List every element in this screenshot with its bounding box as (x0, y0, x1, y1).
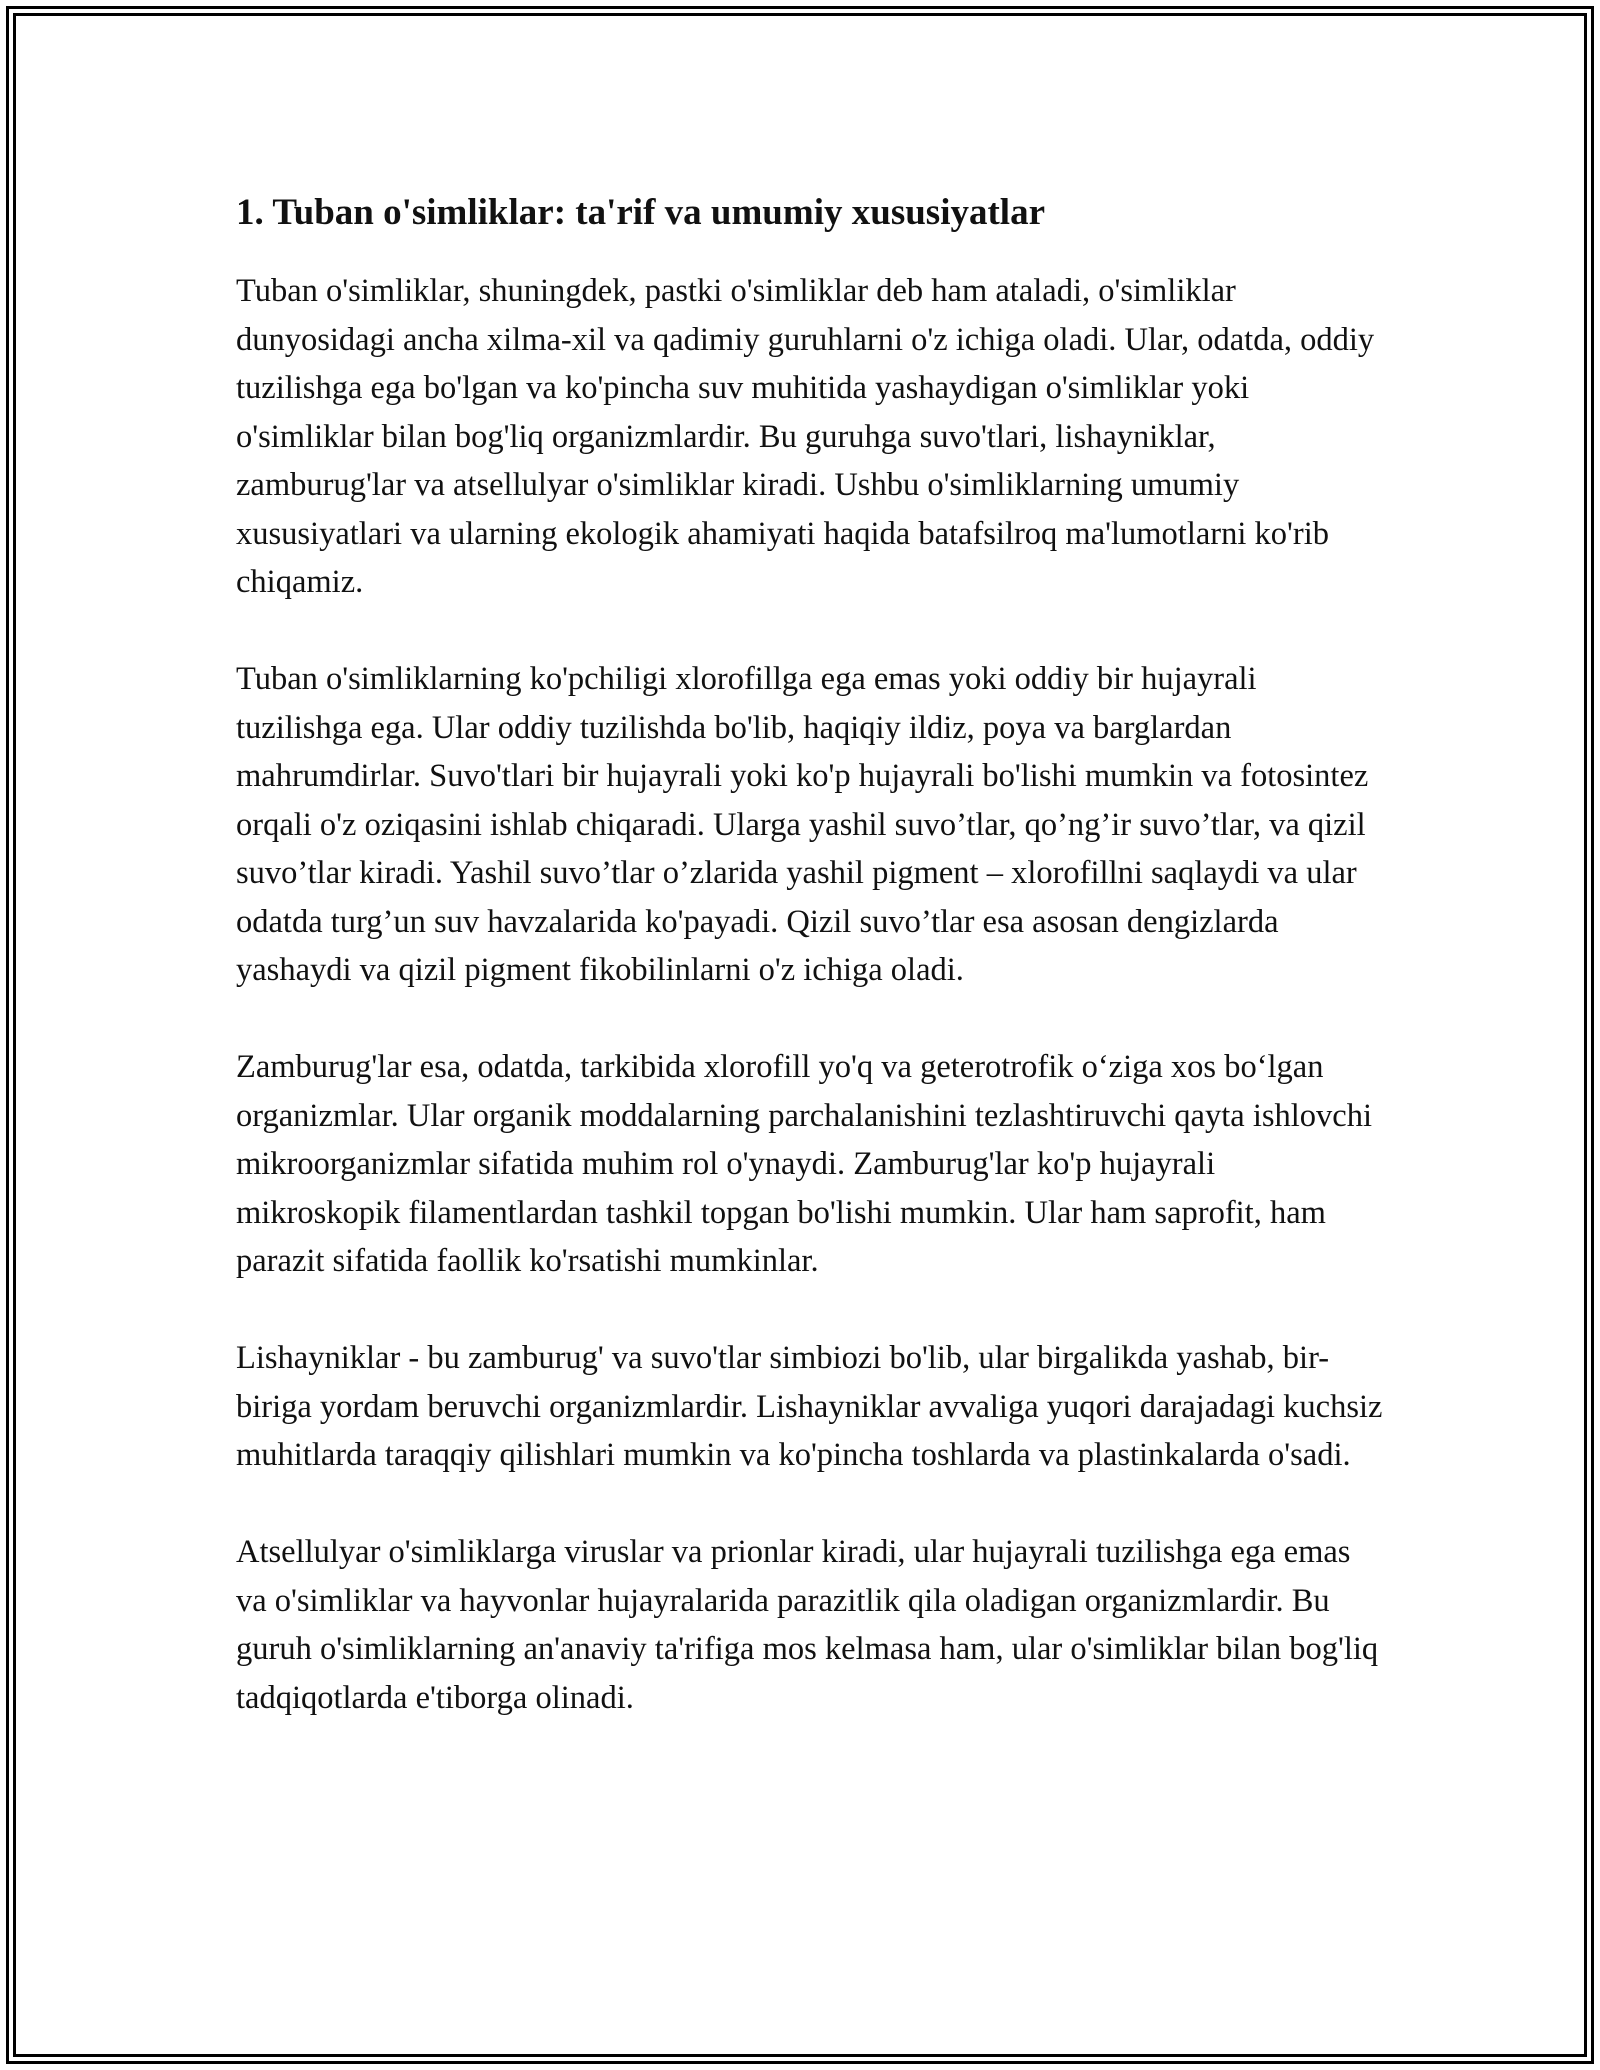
section-heading: 1. Tuban o'simliklar: ta'rif va umumiy xususiyatlar (236, 192, 1045, 233)
document-body (236, 185, 1386, 1722)
paragraph-fungi: Zamburug'lar esa, odatda, tarkibida xlorofill yo'q va geterotrofik o‘ziga xos bo‘lgan organizmlar. Ular organik moddalarning parchalanishini tezlashtiruvchi qayta ishlovchi mikroorganizmlar sifatida muhim rol o'ynaydi. Zamburug'lar ko'p hujayrali mikroskopik filamentlardan tashkil topgan bo'lishi mumkin. Ular ham saprofit, ham parazit sifatida faollik ko'rsatishi mumkinlar. (236, 1049, 1372, 1279)
paragraph-lichens: Lishayniklar - bu zamburug' va suvo'tlar simbiozi bo'lib, ular birgalikda yashab, bir-biriga yordam beruvchi organizmlardir. Lishayniklar avvaliga yuqori darajadagi kuchsiz muhitlarda taraqqiy qilishlari mumkin va ko'pincha toshlarda va plastinkalarda o'sadi. (236, 1340, 1383, 1473)
paragraph-intro: Tuban o'simliklar, shuningdek, pastki o'simliklar deb ham ataladi, o'simliklar dunyosidagi ancha xilma-xil va qadimiy guruhlarni o'z ichiga oladi. Ular, odatda, oddiy tuzilishga ega bo'lgan va ko'pincha suv muhitida yashaydigan o'simliklar yoki o'simliklar bilan bog'liq organizmlardir. Bu guruhga suvo'tlari, lishayniklar, zamburug'lar va atsellulyar o'simliklar kiradi. Ushbu o'simliklarning umumiy xususiyatlari va ularning ekologik ahamiyati haqida batafsilroq ma'lumotlarni ko'rib chiqamiz. (236, 273, 1375, 600)
paragraph-acellular: Atsellulyar o'simliklarga viruslar va prionlar kiradi, ular hujayrali tuzilishga ega emas va o'simliklar va hayvonlar hujayralarida parazitlik qila oladigan organizmlardir. Bu guruh o'simliklarning an'anaviy ta'rifiga mos kelmasa ham, ular o'simliklar bilan bog'liq tadqiqotlarda e'tiborga olinadi. (236, 1534, 1379, 1716)
paragraph-algae: Tuban o'simliklarning ko'pchiligi xlorofillga ega emas yoki oddiy bir hujayrali tuzilishga ega. Ular oddiy tuzilishda bo'lib, haqiqiy ildiz, poya va barglardan mahrumdirlar. Suvo'tlari bir hujayrali yoki ko'p hujayrali bo'lishi mumkin va fotosintez orqali o'z oziqasini ishlab chiqaradi. Ularga yashil suvo’tlar, qo’ng’ir suvo’tlar, va qizil suvo’tlar kiradi. Yashil suvo’tlar o’zlarida yashil pigment – xlorofillni saqlaydi va ular odatda turg’un suv havzalarida ko'payadi. Qizil suvo’tlar esa asosan dengizlarda yashaydi va qizil pigment fikobilinlarni o'z ichiga oladi. (236, 661, 1369, 988)
